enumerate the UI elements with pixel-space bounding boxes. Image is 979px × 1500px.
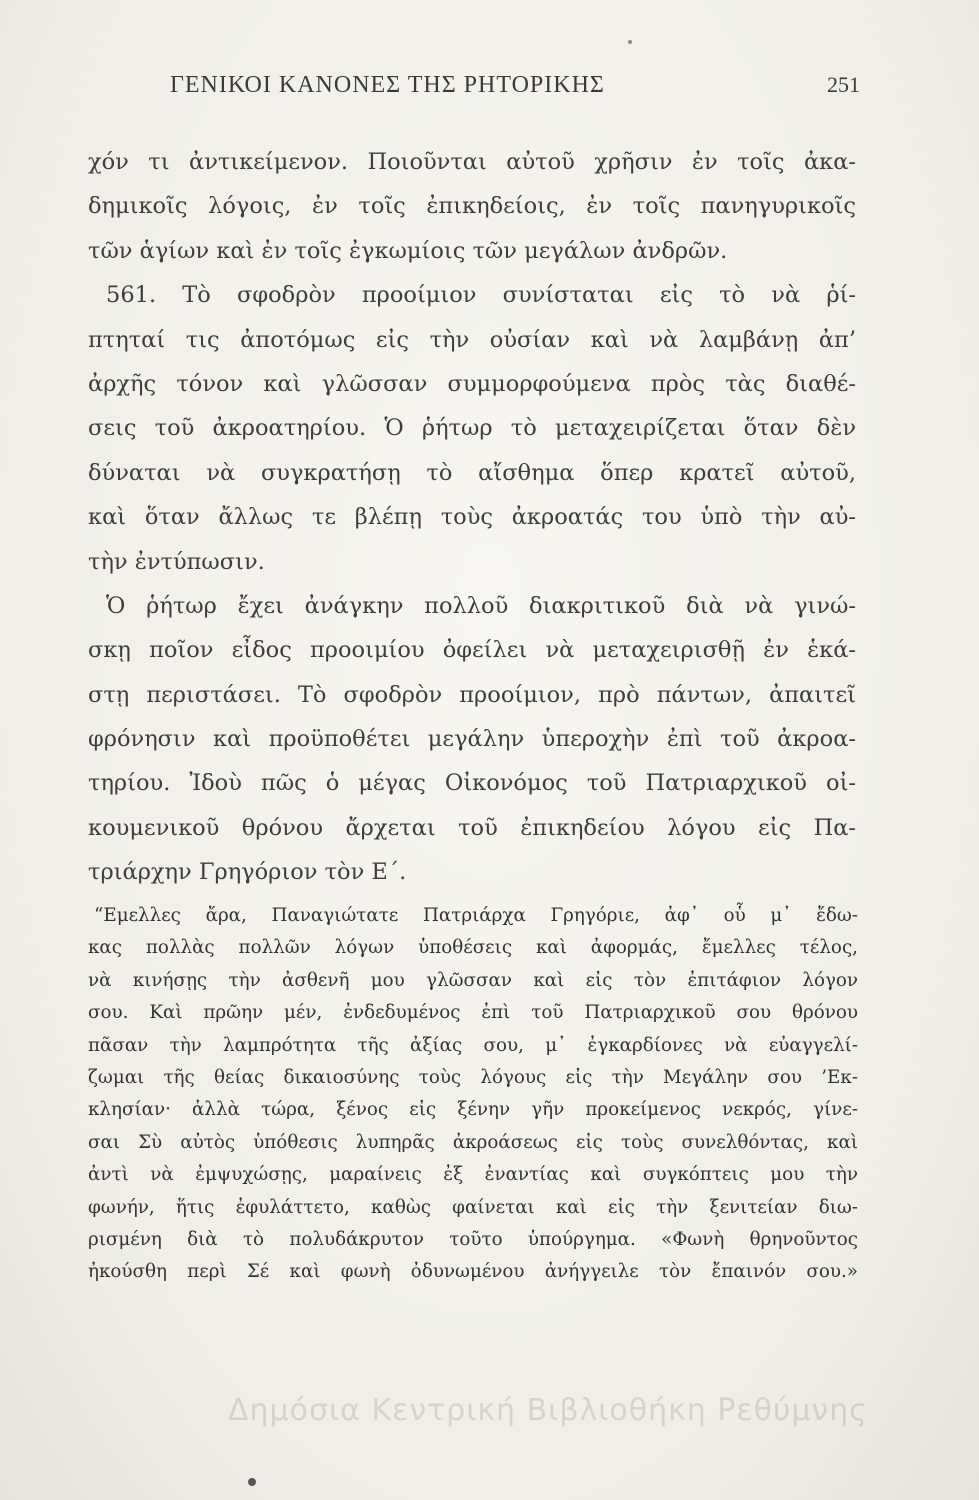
text-line: ἀρχῆς τόνον καὶ γλῶσσαν συμμορφούμενα πρὸς τὰς διαθέ- [88,370,856,397]
page-header [170,72,860,102]
body-text [88,140,856,895]
quote-line: κλησίαν· ἀλλὰ τώρα, ξένος εἰς ξένην γῆν προκείμενος νεκρός, γίνε- [88,1099,858,1121]
text-line: καὶ ὅταν ἄλλως τε βλέπῃ τοὺς ἀκροατάς του ὑπὸ τὴν αὐ- [88,504,856,531]
paragraph-561-start: 561. Τὸ σφοδρὸν προοίμιον συνίσταται εἰς τὸ νὰ ῥί- [106,282,856,309]
paragraph-start: Ὁ ῥήτωρ ἔχει ἀνάγκην πολλοῦ διακριτικοῦ διὰ νὰ γινώ- [106,592,856,619]
text-line: δημικοῖς λόγοις, ἐν τοῖς ἐπικηδείοις, ἐν τοῖς πανηγυρικοῖς [88,193,856,220]
quote-line: σαι Σὺ αὐτὸς ὑπόθεσις λυπηρᾶς ἀκροάσεως εἰς τοὺς συνελθόντας, καὶ [88,1131,858,1153]
quote-line: ζωμαι τῆς θείας δικαιοσύνης τοὺς λόγους εἰς τὴν Μεγάλην σου ’Εκ- [88,1066,858,1088]
text-line: σεις τοῦ ἀκροατηρίου. Ὁ ῥήτωρ τὸ μεταχειρίζεται ὅταν δὲν [88,415,856,442]
text-line: τηρίου. Ἰδοὺ πῶς ὁ μέγας Οἰκονόμος τοῦ Πατριαρχικοῦ οἰ- [88,770,856,797]
text-line: τριάρχην Γρηγόριον τὸν Ε΄. [88,859,407,886]
quote-line: ἠκούσθη περὶ Σέ καὶ φωνὴ ὀδυνωμένου ἀνήγγειλε τὸν ἔπαινόν σου.» [88,1261,858,1283]
library-watermark: Δημόσια Κεντρική Βιβλιοθήκη Ρεθύμνης [228,1393,868,1428]
quote-line: φωνήν, ἥτις ἐφυλάττετο, καθὼς φαίνεται καὶ εἰς τὴν ξενιτείαν διω- [88,1196,858,1218]
running-head: ΓΕΝΙΚΟΙ ΚΑΝΟΝΕΣ ΤΗΣ ΡΗΤΟΡΙΚΗΣ [170,72,605,98]
text-line: φρόνησιν καὶ προϋποθέτει μεγάλην ὑπεροχὴν ἐπὶ τοῦ ἀκροα- [88,726,856,753]
text-line: δύναται νὰ συγκρατήσῃ τὸ αἴσθημα ὅπερ κρατεῖ αὐτοῦ, [88,459,856,486]
ink-speck [628,40,632,44]
quote-line: νὰ κινήσῃς τὴν ἀσθενῆ μου γλῶσσαν καὶ εἰς τὸν ἐπιτάφιον λόγον [88,969,858,991]
text-line: κουμενικοῦ θρόνου ἄρχεται τοῦ ἐπικηδείου λόγου εἰς Πα- [88,814,856,841]
text-line: στῃ περιστάσει. Τὸ σφοδρὸν προοίμιον, πρὸ πάντων, ἀπαιτεῖ [88,681,856,708]
page-number: 251 [827,72,860,97]
text-line: χόν τι ἀντικείμενον. Ποιοῦνται αὐτοῦ χρῆσιν ἐν τοῖς ἀκα- [88,149,856,175]
quote-line: “Εμελλες ἄρα, Παναγιώτατε Πατριάρχα Γρηγόριε, ἀφ᾽ οὗ μ᾽ ἔδω- [94,905,858,926]
quote-line: ρισμένη διὰ τὸ πολυδάκρυτον τοῦτο ὑπούργημα. «Φωνὴ θρηνοῦντος [88,1228,858,1250]
quote-line: πᾶσαν τὴν λαμπρότητα τῆς ἀξίας σου, μ᾽ ἐγκαρδίονες νὰ εὐαγγελί- [88,1034,858,1056]
text-line: πτηταί τις ἀποτόμως εἰς τὴν οὐσίαν καὶ νὰ λαμβάνῃ ἀπ’ [88,326,856,353]
quote-line: κας πολλὰς πολλῶν λόγων ὑποθέσεις καὶ ἀφορμάς, ἔμελλες τέλος, [88,937,858,959]
ink-speck [248,1478,256,1486]
block-quote [88,900,858,1289]
text-line: τῶν ἁγίων καὶ ἐν τοῖς ἐγκωμίοις τῶν μεγάλων ἀνδρῶν. [88,237,728,264]
quote-line: ἀντὶ νὰ ἐμψυχώσῃς, μαραίνεις ἐξ ἐναντίας καὶ συγκόπτεις μου τὴν [88,1164,858,1186]
text-line: σκῃ ποῖον εἶδος προοιμίου ὀφείλει νὰ μεταχειρισθῇ ἐν ἑκά- [88,637,856,664]
quote-line: σου. Καὶ πρῶην μέν, ἐνδεδυμένος ἐπὶ τοῦ Πατριαρχικοῦ σου θρόνου [88,1002,858,1024]
text-line: τὴν ἐντύπωσιν. [88,548,265,575]
